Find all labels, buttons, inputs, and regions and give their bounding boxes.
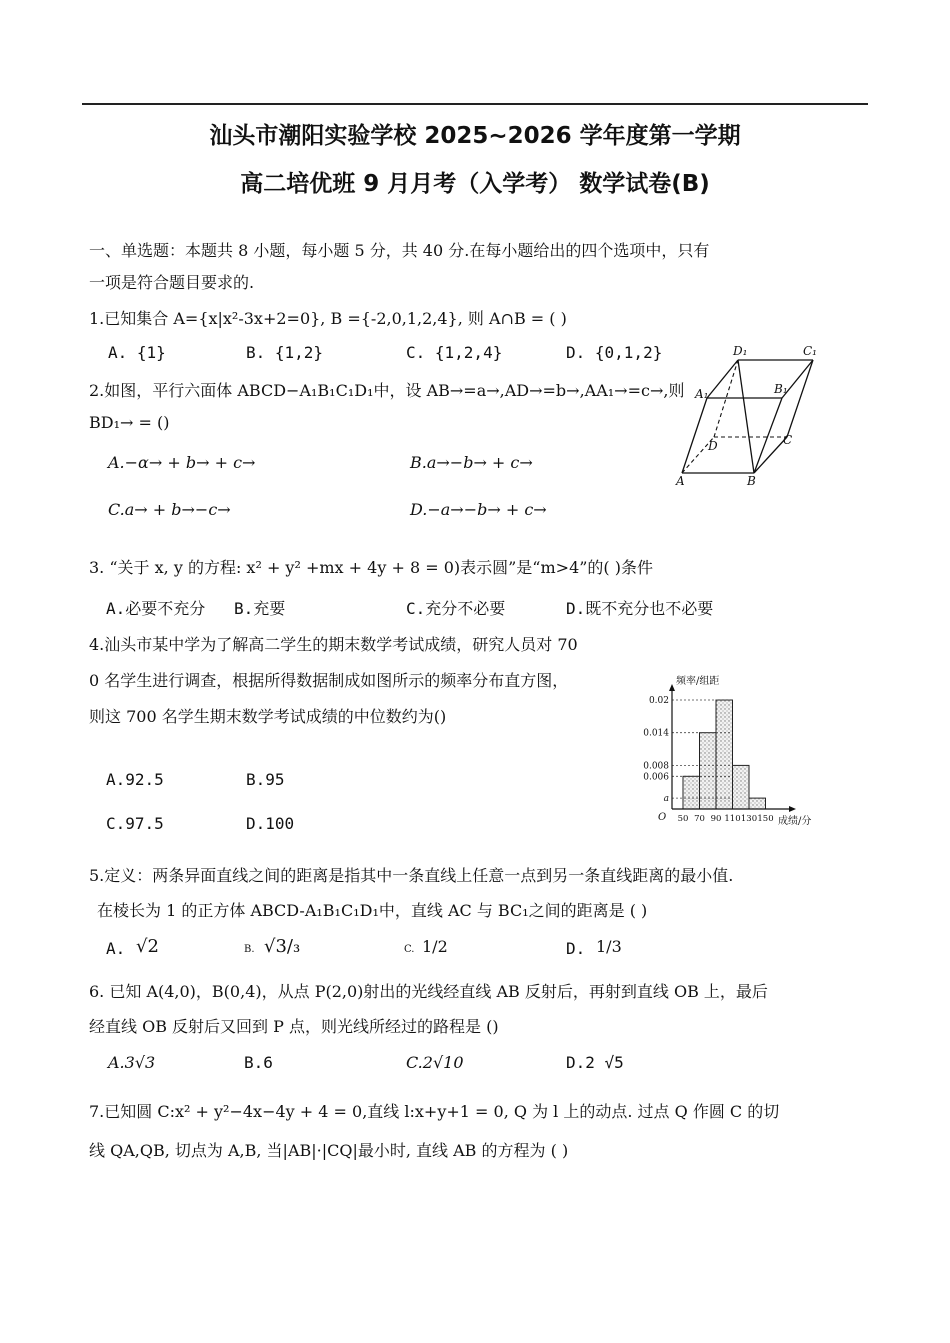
label-a1: A₁ bbox=[695, 387, 709, 401]
q2-option-c: C.a→ + b→−c→ bbox=[108, 500, 231, 519]
label-c1: C₁ bbox=[803, 344, 817, 358]
q3-stem: 3. “关于 x, y 的方程: x² + y² +mx + 4y + 8 = 0)表示圆”是“m>4”的( )条件 bbox=[89, 558, 653, 577]
q5-stem-line1: 5.定义：两条异面直线之间的距离是指其中一条直线上任意一点到另一条直线距离的最小值. bbox=[89, 866, 734, 885]
q4-stem-line2: 0 名学生进行调查，根据所得数据制成如图所示的频率分布直方图， bbox=[89, 671, 569, 690]
q5-option-c-value: 1/2 bbox=[422, 937, 448, 956]
q5-option-c-label: C. bbox=[404, 944, 415, 955]
q7-stem-line2: 线 QA,QB, 切点为 A,B, 当|AB|·|CQ|最小时, 直线 AB 的方程为 ( ) bbox=[89, 1141, 569, 1160]
histogram-bar-90-110 bbox=[716, 700, 733, 809]
histogram-bar-110-130 bbox=[733, 765, 750, 809]
histogram-xtick-150: 150 bbox=[757, 814, 774, 824]
histogram-bar-50-70 bbox=[683, 776, 700, 809]
histogram-ytick-1: 0.014 bbox=[643, 728, 669, 739]
label-d: D bbox=[708, 439, 718, 453]
exam-title-line2: 高二培优班 9 月月考（入学考） 数学试卷(B) bbox=[240, 171, 710, 197]
q4-stem-line1: 4.汕头市某中学为了解高二学生的期末数学考试成绩，研究人员对 70 bbox=[89, 635, 578, 654]
q3-option-a: A.必要不充分 bbox=[106, 599, 206, 618]
q2-stem-line1: 2.如图，平行六面体 ABCD−A₁B₁C₁D₁中，设 AB→=a→,AD→=b→,AA₁→=c→,则 bbox=[89, 381, 685, 400]
histogram-ytick-4: a bbox=[663, 794, 669, 805]
q2-stem-line2: BD₁→ = () bbox=[89, 413, 170, 432]
q5-option-a-value: √2 bbox=[136, 936, 159, 957]
q3-option-d: D.既不充分也不必要 bbox=[566, 599, 714, 618]
q5-option-b-value: √3/₃ bbox=[264, 936, 301, 957]
label-a: A bbox=[676, 474, 685, 488]
q6-option-c: C.2√10 bbox=[406, 1053, 464, 1072]
histogram-xtick-50: 50 bbox=[677, 814, 689, 824]
header-rule bbox=[82, 103, 868, 105]
label-d1: D₁ bbox=[733, 344, 748, 358]
histogram-x-label: 成绩/分 bbox=[778, 816, 812, 827]
label-b1: B₁ bbox=[774, 382, 788, 396]
q4-option-a: A.92.5 bbox=[106, 770, 164, 789]
exam-title-line1: 汕头市潮阳实验学校 2025~2026 学年度第一学期 bbox=[209, 123, 741, 149]
histogram-bar-130-150 bbox=[749, 798, 766, 809]
q1-option-d: D. {0,1,2} bbox=[566, 343, 663, 362]
histogram-origin: O bbox=[658, 812, 667, 823]
q6-option-d: D.2 √5 bbox=[566, 1053, 624, 1072]
q4-option-b: B.95 bbox=[246, 770, 285, 789]
q2-option-b: B.a→−b→ + c→ bbox=[410, 453, 533, 472]
q1-option-a: A. {1} bbox=[108, 343, 166, 362]
q7-stem-line1: 7.已知圆 C:x² + y²−4x−4y + 4 = 0,直线 l:x+y+1 = 0, Q 为 l 上的动点. 过点 Q 作圆 C 的切 bbox=[89, 1102, 780, 1121]
label-b: B bbox=[747, 474, 756, 488]
q4-option-d: D.100 bbox=[246, 814, 295, 833]
frequency-histogram bbox=[640, 672, 830, 832]
q3-option-b: B.充要 bbox=[234, 599, 286, 618]
histogram-ytick-3: 0.006 bbox=[643, 772, 669, 783]
section-intro-line1: 一、单选题：本题共 8 小题，每小题 5 分，共 40 分.在每小题给出的四个选项中，只有 bbox=[89, 241, 710, 260]
q5-stem-line2: 在棱长为 1 的正方体 ABCD-A₁B₁C₁D₁中，直线 AC 与 BC₁之间的距离是 ( ) bbox=[97, 901, 648, 920]
q1-option-b: B. {1,2} bbox=[246, 343, 324, 362]
histogram-y-arrow bbox=[669, 684, 675, 691]
histogram-xtick-110: 110 bbox=[724, 814, 741, 824]
q1-option-c: C. {1,2,4} bbox=[406, 343, 503, 362]
histogram-x-arrow bbox=[789, 806, 796, 812]
q5-option-d-value: 1/3 bbox=[596, 937, 622, 956]
histogram-bar-70-90 bbox=[700, 733, 717, 809]
q2-option-d: D.−a→−b→ + c→ bbox=[410, 500, 547, 519]
diagonal-bd1 bbox=[738, 360, 754, 473]
q6-option-a: A.3√3 bbox=[108, 1053, 156, 1072]
q3-option-c: C.充分不必要 bbox=[406, 599, 506, 618]
q5-option-a-label: A. bbox=[106, 939, 126, 958]
q1-stem: 1.已知集合 A={x|x²-3x+2=0}, B ={-2,0,1,2,4}, 则 A∩B = ( ) bbox=[89, 309, 567, 328]
q4-option-c: C.97.5 bbox=[106, 814, 164, 833]
q6-stem-line1: 6. 已知 A(4,0)，B(0,4)，从点 P(2,0)射出的光线经直线 AB 反射后，再射到直线 OB 上，最后 bbox=[89, 982, 768, 1001]
q6-stem-line2: 经直线 OB 反射后又回到 P 点，则光线所经过的路程是 () bbox=[89, 1017, 499, 1036]
q6-option-b: B.6 bbox=[244, 1053, 273, 1072]
edge-a1a bbox=[682, 398, 707, 473]
q4-stem-line3: 则这 700 名学生期末数学考试成绩的中位数约为() bbox=[89, 707, 447, 726]
q2-option-a: A.−α→ + b→ + c→ bbox=[108, 453, 256, 472]
q5-option-b-label: B. bbox=[244, 944, 255, 955]
label-c: C bbox=[783, 433, 793, 447]
edge-c1c bbox=[787, 360, 813, 437]
histogram-ytick-0: 0.02 bbox=[648, 696, 669, 706]
edge-b1b bbox=[754, 398, 782, 473]
edge-a1d1 bbox=[707, 360, 738, 398]
histogram-xtick-130: 130 bbox=[740, 814, 758, 824]
histogram-xtick-70: 70 bbox=[694, 814, 705, 824]
section-intro-line2: 一项是符合题目要求的. bbox=[89, 273, 255, 292]
histogram-xtick-90: 90 bbox=[710, 814, 722, 824]
parallelepiped-figure bbox=[670, 340, 845, 490]
histogram-ytick-2: 0.008 bbox=[643, 761, 669, 772]
histogram-y-label: 频率/组距 bbox=[676, 676, 720, 687]
q5-option-d-label: D. bbox=[566, 939, 586, 958]
